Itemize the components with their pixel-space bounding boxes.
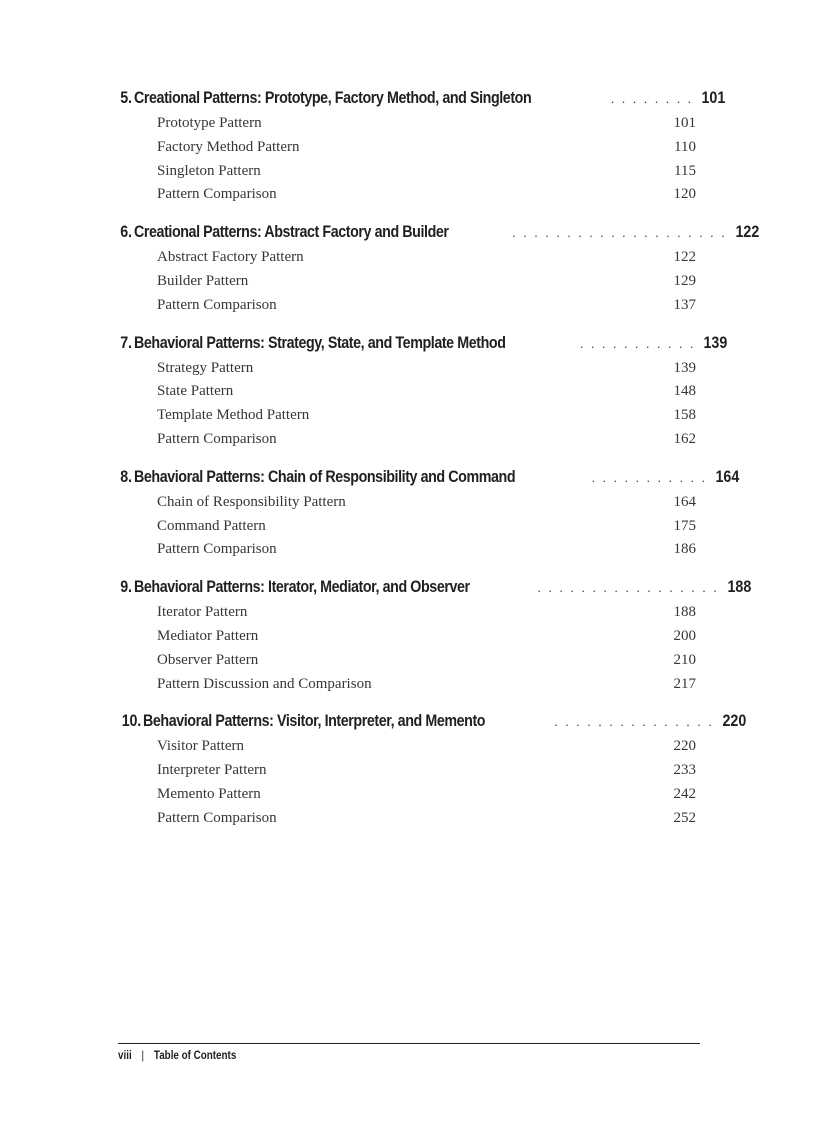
footer-rule <box>118 1043 700 1044</box>
toc-section-row[interactable] <box>118 160 696 184</box>
chapter-number: 10. <box>121 711 142 731</box>
section-page-number: 252 <box>673 809 696 826</box>
toc-section-row[interactable] <box>118 428 696 452</box>
chapter-title: Creational Patterns: Prototype, Factory Method, and Singleton <box>133 88 532 107</box>
section-page-number: 217 <box>673 675 696 692</box>
section-title: Chain of Responsibility Pattern <box>157 493 346 510</box>
footer-separator: | <box>141 1048 145 1062</box>
toc-section-row[interactable] <box>118 601 696 625</box>
section-title: Strategy Pattern <box>157 359 254 376</box>
toc-section-row[interactable] <box>118 783 696 807</box>
section-title: Factory Method Pattern <box>157 138 300 155</box>
toc-section-row[interactable] <box>118 491 696 515</box>
toc-section-row[interactable] <box>118 649 696 673</box>
section-page-number: 110 <box>674 138 696 155</box>
toc-chapter <box>118 332 728 452</box>
chapter-heading[interactable] <box>118 222 759 246</box>
section-title: Interpreter Pattern <box>157 762 267 779</box>
section-page-number: 164 <box>673 493 696 510</box>
toc-section-row[interactable] <box>118 759 696 783</box>
chapter-number: 6. <box>120 222 132 242</box>
toc-section-row[interactable] <box>118 112 696 136</box>
chapter-dot-leader: . . . . . . . . . . . . . . . <box>554 716 714 730</box>
section-page-number: 148 <box>673 383 696 400</box>
section-title: Iterator Pattern <box>157 604 248 621</box>
toc-chapter <box>118 88 726 207</box>
section-page-number: 137 <box>673 296 696 313</box>
section-title: Abstract Factory Pattern <box>157 249 304 266</box>
chapter-page-number: 188 <box>727 577 752 597</box>
section-title: Pattern Discussion and Comparison <box>157 675 372 692</box>
chapter-title: Behavioral Patterns: Iterator, Mediator, and Observer <box>133 577 470 597</box>
section-title: Mediator Pattern <box>157 627 259 644</box>
section-page-number: 129 <box>673 272 696 289</box>
section-title: Visitor Pattern <box>157 738 245 755</box>
toc-section-row[interactable] <box>118 807 696 831</box>
toc-section-row[interactable] <box>118 625 696 649</box>
section-title: Pattern Comparison <box>157 186 277 203</box>
chapter-dot-leader: . . . . . . . . . . . <box>580 337 696 351</box>
section-title: State Pattern <box>157 383 234 400</box>
toc-section-row[interactable] <box>118 538 696 562</box>
section-page-number: 233 <box>673 762 696 779</box>
section-page-number: 101 <box>673 115 696 131</box>
toc-section-row[interactable] <box>118 380 696 404</box>
footer-label: Table of Contents <box>153 1048 237 1062</box>
section-title: Singleton Pattern <box>157 162 261 179</box>
footer-page-number: viii <box>118 1048 132 1062</box>
section-page-number: 242 <box>673 785 696 802</box>
page-footer <box>118 1048 236 1062</box>
toc-chapter <box>118 466 740 562</box>
chapter-page-number: 122 <box>735 222 759 242</box>
chapter-heading[interactable] <box>118 88 726 112</box>
section-page-number: 122 <box>673 249 696 266</box>
toc-chapter <box>118 711 747 830</box>
chapter-page-number: 101 <box>701 88 726 107</box>
chapter-number: 5. <box>120 88 132 107</box>
section-title: Pattern Comparison <box>157 809 277 826</box>
section-page-number: 175 <box>673 517 696 534</box>
section-title: Command Pattern <box>157 517 266 534</box>
toc-chapter <box>118 577 752 696</box>
table-of-contents <box>118 88 759 846</box>
chapter-number: 8. <box>120 466 132 486</box>
section-page-number: 120 <box>673 186 696 203</box>
toc-section-row[interactable] <box>118 515 696 539</box>
chapter-dot-leader: . . . . . . . . . . . . . . . . . . . . <box>512 227 727 241</box>
section-page-number: 210 <box>673 651 696 668</box>
chapter-page-number: 139 <box>703 332 728 352</box>
toc-section-row[interactable] <box>118 270 696 294</box>
section-page-number: 115 <box>674 162 696 179</box>
toc-section-row[interactable] <box>118 183 696 207</box>
chapter-page-number: 220 <box>722 711 747 731</box>
chapter-title: Creational Patterns: Abstract Factory and Builder <box>133 222 449 242</box>
chapter-page-number: 164 <box>715 466 740 486</box>
chapter-dot-leader: . . . . . . . . <box>610 93 694 106</box>
section-title: Prototype Pattern <box>157 115 262 131</box>
toc-section-row[interactable] <box>118 404 696 428</box>
chapter-number: 9. <box>120 577 132 597</box>
chapter-dot-leader: . . . . . . . . . . . <box>591 471 707 485</box>
chapter-number: 7. <box>120 332 132 352</box>
section-title: Pattern Comparison <box>157 296 277 313</box>
chapter-heading[interactable] <box>118 711 747 735</box>
chapter-heading[interactable] <box>118 466 740 491</box>
section-title: Builder Pattern <box>157 272 249 289</box>
toc-section-row[interactable] <box>118 357 696 381</box>
section-title: Pattern Comparison <box>157 430 277 447</box>
section-page-number: 186 <box>673 541 696 558</box>
toc-section-row[interactable] <box>118 735 696 759</box>
section-title: Pattern Comparison <box>157 541 277 558</box>
chapter-heading[interactable] <box>118 577 752 601</box>
section-page-number: 139 <box>673 359 696 376</box>
chapter-dot-leader: . . . . . . . . . . . . . . . . . <box>537 582 719 596</box>
chapter-title: Behavioral Patterns: Visitor, Interpreter, and Memento <box>143 711 486 731</box>
chapter-title: Behavioral Patterns: Strategy, State, and Template Method <box>133 332 506 352</box>
toc-section-row[interactable] <box>118 136 696 160</box>
section-title: Observer Pattern <box>157 651 259 668</box>
section-page-number: 162 <box>673 430 696 447</box>
toc-section-row[interactable] <box>118 246 696 270</box>
section-page-number: 158 <box>673 407 696 424</box>
toc-section-row[interactable] <box>118 673 696 697</box>
chapter-title: Behavioral Patterns: Chain of Responsibility and Command <box>133 466 515 486</box>
section-page-number: 200 <box>673 627 696 644</box>
section-page-number: 188 <box>673 604 696 621</box>
section-title: Memento Pattern <box>157 785 261 802</box>
toc-chapter <box>118 222 759 317</box>
section-title: Template Method Pattern <box>157 407 310 424</box>
chapter-heading[interactable] <box>118 332 728 357</box>
section-page-number: 220 <box>673 738 696 755</box>
toc-section-row[interactable] <box>118 294 696 318</box>
